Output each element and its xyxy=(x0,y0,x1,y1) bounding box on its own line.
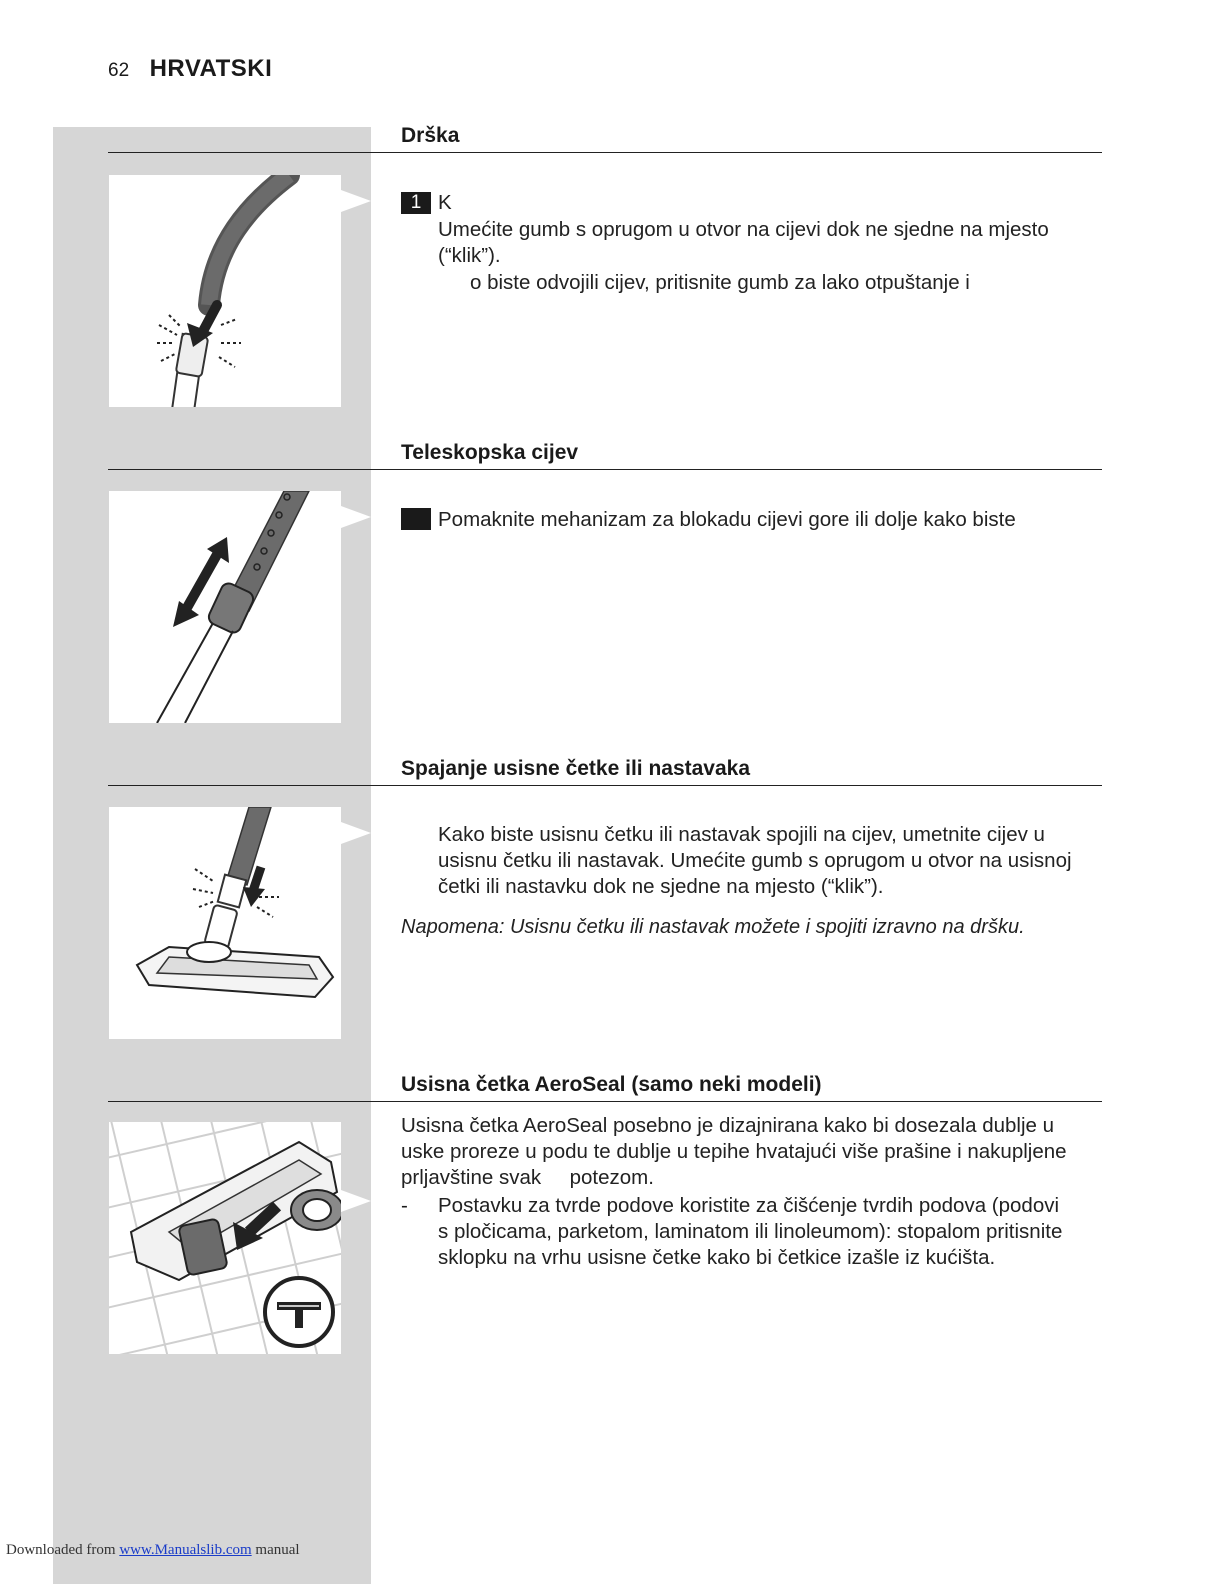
step-text-line: Pomaknite mehanizam za blokadu cijevi gore ili dolje kako biste xyxy=(438,508,1016,531)
paragraph-line: četki ili nastavku dok ne sjedne na mjesto (“klik”). xyxy=(438,875,884,898)
step-number-badge: 1 xyxy=(401,192,431,214)
download-footer xyxy=(6,1542,300,1559)
step-subtext: o biste odvojili cijev, pritisnite gumb za lako otpuštanje i xyxy=(470,271,970,294)
step-text-line: (“klik”). xyxy=(438,244,501,267)
bullet-line: s pločicama, parketom, laminatom ili linoleumom): stopalom pritisnite xyxy=(438,1220,1063,1243)
section-rule xyxy=(108,152,1102,153)
page-header xyxy=(108,55,272,83)
section-rule xyxy=(108,1101,1102,1102)
note-text: Napomena: Usisnu četku ili nastavak možete i spojiti izravno na dršku. xyxy=(401,916,1025,938)
manualslib-link[interactable]: www.Manualslib.com xyxy=(119,1542,252,1558)
section-rule xyxy=(108,469,1102,470)
figure-pointer xyxy=(341,1190,371,1212)
footer-suffix: manual xyxy=(255,1542,300,1558)
figure-pointer xyxy=(341,506,371,528)
bullet-line: Postavku za tvrde podove koristite za čišćenje tvrdih podova (podovi xyxy=(438,1194,1060,1217)
bullet-line: sklopku na vrhu usisne četke kako bi četkice izašle iz kućišta. xyxy=(438,1246,996,1269)
page-language: HRVATSKI xyxy=(149,55,273,82)
section-title-aeroseal: Usisna četka AeroSeal (samo neki modeli) xyxy=(401,1073,822,1096)
figure-attach-nozzle xyxy=(109,807,341,1039)
bullet-marker: - xyxy=(401,1194,408,1217)
paragraph-line: Usisna četka AeroSeal posebno je dizajnirana kako bi dosezala dublje u xyxy=(401,1114,1055,1137)
section-title-handle: Drška xyxy=(401,124,460,147)
figure-aeroseal-nozzle xyxy=(109,1122,341,1354)
paragraph-line: uske proreze u podu te dublje u tepihe hvatajući više prašine i nakupljene xyxy=(401,1140,1067,1163)
step-text-line: K xyxy=(438,191,452,214)
paragraph-line: prljavštine svak potezom. xyxy=(401,1166,654,1189)
section-title-telescopic: Teleskopska cijev xyxy=(401,441,579,464)
figure-pointer xyxy=(341,822,371,844)
paragraph-line: Kako biste usisnu četku ili nastavak spojili na cijev, umetnite cijev u xyxy=(438,823,1045,846)
section-rule xyxy=(108,785,1102,786)
step-text-line: Umećite gumb s oprugom u otvor na cijevi dok ne sjedne na mjesto xyxy=(438,218,1049,241)
figure-pointer xyxy=(341,190,371,212)
paragraph-line: usisnu četku ili nastavak. Umećite gumb s oprugom u otvor na usisnoj xyxy=(438,849,1072,872)
figure-telescopic-tube xyxy=(109,491,341,723)
step-number-badge xyxy=(401,508,431,530)
footer-prefix: Downloaded from xyxy=(6,1542,116,1558)
figure-handle-click xyxy=(109,175,341,407)
section-title-attach-nozzle: Spajanje usisne četke ili nastavaka xyxy=(401,757,751,780)
page-number: 62 xyxy=(108,60,130,81)
